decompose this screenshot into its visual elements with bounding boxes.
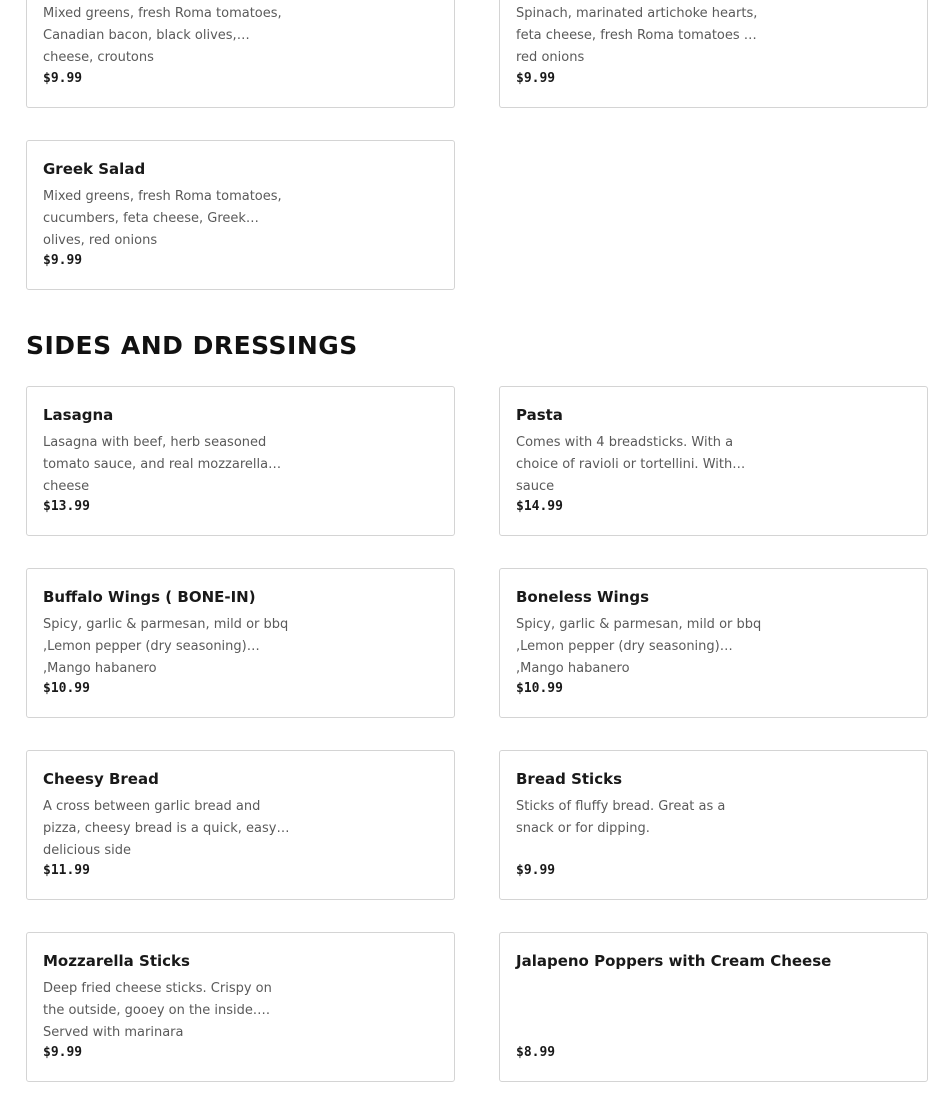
menu-item-name: Pasta: [516, 406, 563, 424]
menu-item-buffalo-wings[interactable]: [26, 568, 455, 718]
menu-item-description: Comes with 4 breadsticks. With a choice of ravioli or tortellini. With sauce: [516, 435, 734, 494]
menu-item-name: Lasagna: [43, 406, 114, 424]
menu-item-greek-salad[interactable]: [26, 140, 455, 290]
menu-item-price: $14.99: [516, 499, 563, 514]
menu-item-price: $9.99: [43, 71, 83, 86]
menu-item-card[interactable]: [499, 0, 928, 108]
menu-item-jalapeno-poppers[interactable]: [499, 932, 928, 1082]
menu-item-description: Spinach, marinated artichoke hearts, feta cheese, fresh Roma tomatoes & red onions: [516, 6, 758, 65]
section-title: SIDES AND DRESSINGS: [26, 331, 358, 360]
menu-item-description: Deep fried cheese sticks. Crispy on the outside, gooey on the inside. Served with marinara: [43, 981, 272, 1040]
menu-item-name: Buffalo Wings ( BONE-IN): [43, 588, 256, 606]
menu-item-price: $9.99: [43, 253, 83, 268]
menu-item-pasta[interactable]: [499, 386, 928, 536]
menu-item-price: $9.99: [516, 71, 556, 86]
menu-item-description: Mixed greens, fresh Roma tomatoes, Canadian bacon, black olives, cheese, croutons: [43, 6, 282, 65]
menu-item-name: Mozzarella Sticks: [43, 952, 190, 970]
menu-item-description: A cross between garlic bread and pizza, cheesy bread is a quick, easy, delicious side: [43, 799, 281, 858]
menu-item-name: Bread Sticks: [516, 770, 622, 788]
menu-item-price: $10.99: [516, 681, 563, 696]
menu-item-price: $10.99: [43, 681, 90, 696]
menu-item-mozzarella-sticks[interactable]: [26, 932, 455, 1082]
menu-item-name: Greek Salad: [43, 160, 146, 178]
menu-item-description: Spicy, garlic & parmesan, mild or bbq ,Lemon pepper (dry seasoning) ,Mango habanero: [516, 617, 762, 676]
menu-item-lasagna[interactable]: [26, 386, 455, 536]
menu-item-description: Mixed greens, fresh Roma tomatoes, cucumbers, feta cheese, Greek olives, red onions: [43, 189, 282, 248]
menu-item-price: $9.99: [516, 863, 556, 878]
menu-item-bread-sticks[interactable]: [499, 750, 928, 900]
menu-item-description: Lasagna with beef, herb seasoned tomato sauce, and real mozzarella cheese: [43, 435, 269, 494]
menu-item-price: $11.99: [43, 863, 90, 878]
menu-item-card[interactable]: [26, 0, 455, 108]
menu-item-cheesy-bread[interactable]: [26, 750, 455, 900]
menu-item-name: Boneless Wings: [516, 588, 650, 606]
menu-item-name: Cheesy Bread: [43, 770, 159, 788]
menu-item-name: Jalapeno Poppers with Cream Cheese: [516, 952, 832, 970]
menu-item-price: $13.99: [43, 499, 90, 514]
menu-item-price: $9.99: [43, 1045, 83, 1060]
menu-item-description: Spicy, garlic & parmesan, mild or bbq ,Lemon pepper (dry seasoning) ,Mango habanero: [43, 617, 289, 676]
menu-item-boneless-wings[interactable]: [499, 568, 928, 718]
menu-item-price: $8.99: [516, 1045, 556, 1060]
menu-item-description: Sticks of fluffy bread. Great as a snack or for dipping.: [516, 799, 726, 836]
